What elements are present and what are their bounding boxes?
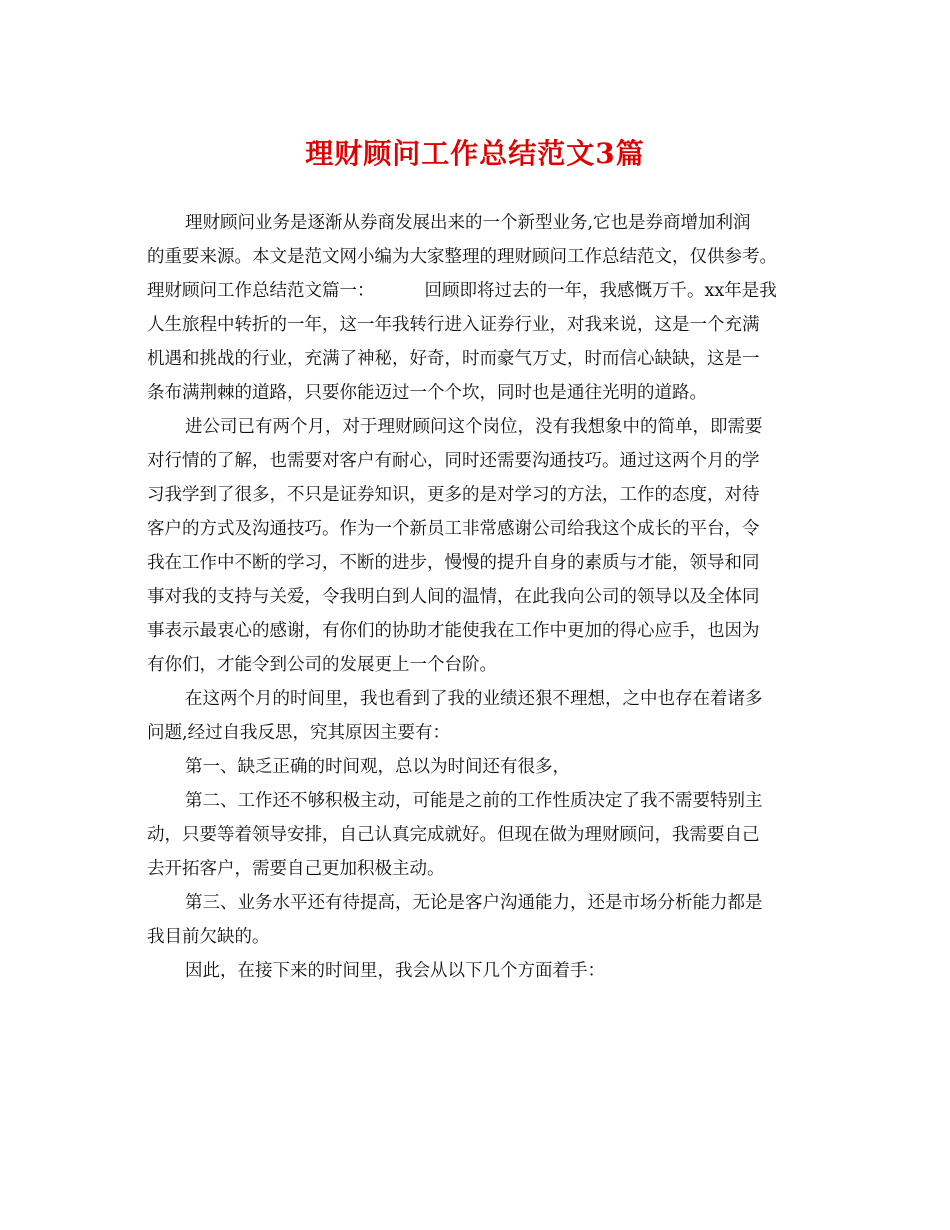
- document-title: 理财顾问工作总结范文3篇: [305, 137, 645, 170]
- paragraph-line: 因此，在接下来的时间里，我会从以下几个方面着手：: [185, 961, 605, 981]
- paragraph-line: 第三、业务水平还有待提高，无论是客户沟通能力，还是市场分析能力都是: [185, 893, 763, 913]
- paragraph-line: 问题,经过自我反思，究其原因主要有：: [147, 723, 451, 743]
- paragraph-line: 的重要来源。本文是范文网小编为大家整理的理财顾问工作总结范文，仅供参考。: [147, 247, 777, 267]
- paragraph-line: 客户的方式及沟通技巧。作为一个新员工非常感谢公司给我这个成长的平台，令: [147, 519, 760, 539]
- paragraph-line: 动，只要等着领导安排，自己认真完成就好。但现在做为理财顾问，我需要自己: [147, 825, 760, 845]
- paragraph-line: 去开拓客户，需要自己更加积极主动。: [147, 859, 445, 879]
- paragraph-line: [147, 274, 807, 308]
- paragraph-line: 人生旅程中转折的一年，这一年我转行进入证券行业，对我来说，这是一个充满: [147, 315, 760, 335]
- paragraph-line: 我目前欠缺的。: [147, 927, 270, 947]
- paragraph-line: 习我学到了很多，不只是证券知识，更多的是对学习的方法，工作的态度，对待: [147, 485, 760, 505]
- paragraph-line: 有你们，才能令到公司的发展更上一个台阶。: [147, 655, 497, 675]
- paragraph-line: 我在工作中不断的学习，不断的进步，慢慢的提升自身的素质与才能，领导和同: [147, 553, 760, 573]
- paragraph-line: 对行情的了解，也需要对客户有耐心，同时还需要沟通技巧。通过这两个月的学: [147, 451, 760, 471]
- document-body: [147, 206, 807, 988]
- paragraph-line: 进公司已有两个月，对于理财顾问这个岗位，没有我想象中的简单，即需要: [185, 417, 763, 437]
- paragraph-line: 在这两个月的时间里，我也看到了我的业绩还狠不理想，之中也存在着诸多: [185, 689, 763, 709]
- paragraph-line: 事对我的支持与关爱，令我明白到人间的温情，在此我向公司的领导以及全体同: [147, 587, 760, 607]
- section-heading: 理财顾问工作总结范文篇一：: [147, 281, 375, 301]
- paragraph-line: 条布满荆棘的道路，只要你能迈过一个个坎，同时也是通往光明的道路。: [147, 383, 707, 403]
- paragraph-line: 理财顾问业务是逐渐从券商发展出来的一个新型业务,它也是券商增加利润: [185, 213, 751, 233]
- paragraph-line: 第一、缺乏正确的时间观，总以为时间还有很多，: [185, 757, 570, 777]
- paragraph-text: 回顾即将过去的一年，我感慨万千。xx年是我: [424, 281, 777, 301]
- paragraph-line: 第二、工作还不够积极主动，可能是之前的工作性质决定了我不需要特别主: [185, 791, 763, 811]
- paragraph-line: 事表示最衷心的感谢，有你们的协助才能使我在工作中更加的得心应手，也因为: [147, 621, 760, 641]
- paragraph-line: 机遇和挑战的行业，充满了神秘，好奇，时而豪气万丈，时而信心缺缺，这是一: [147, 349, 760, 369]
